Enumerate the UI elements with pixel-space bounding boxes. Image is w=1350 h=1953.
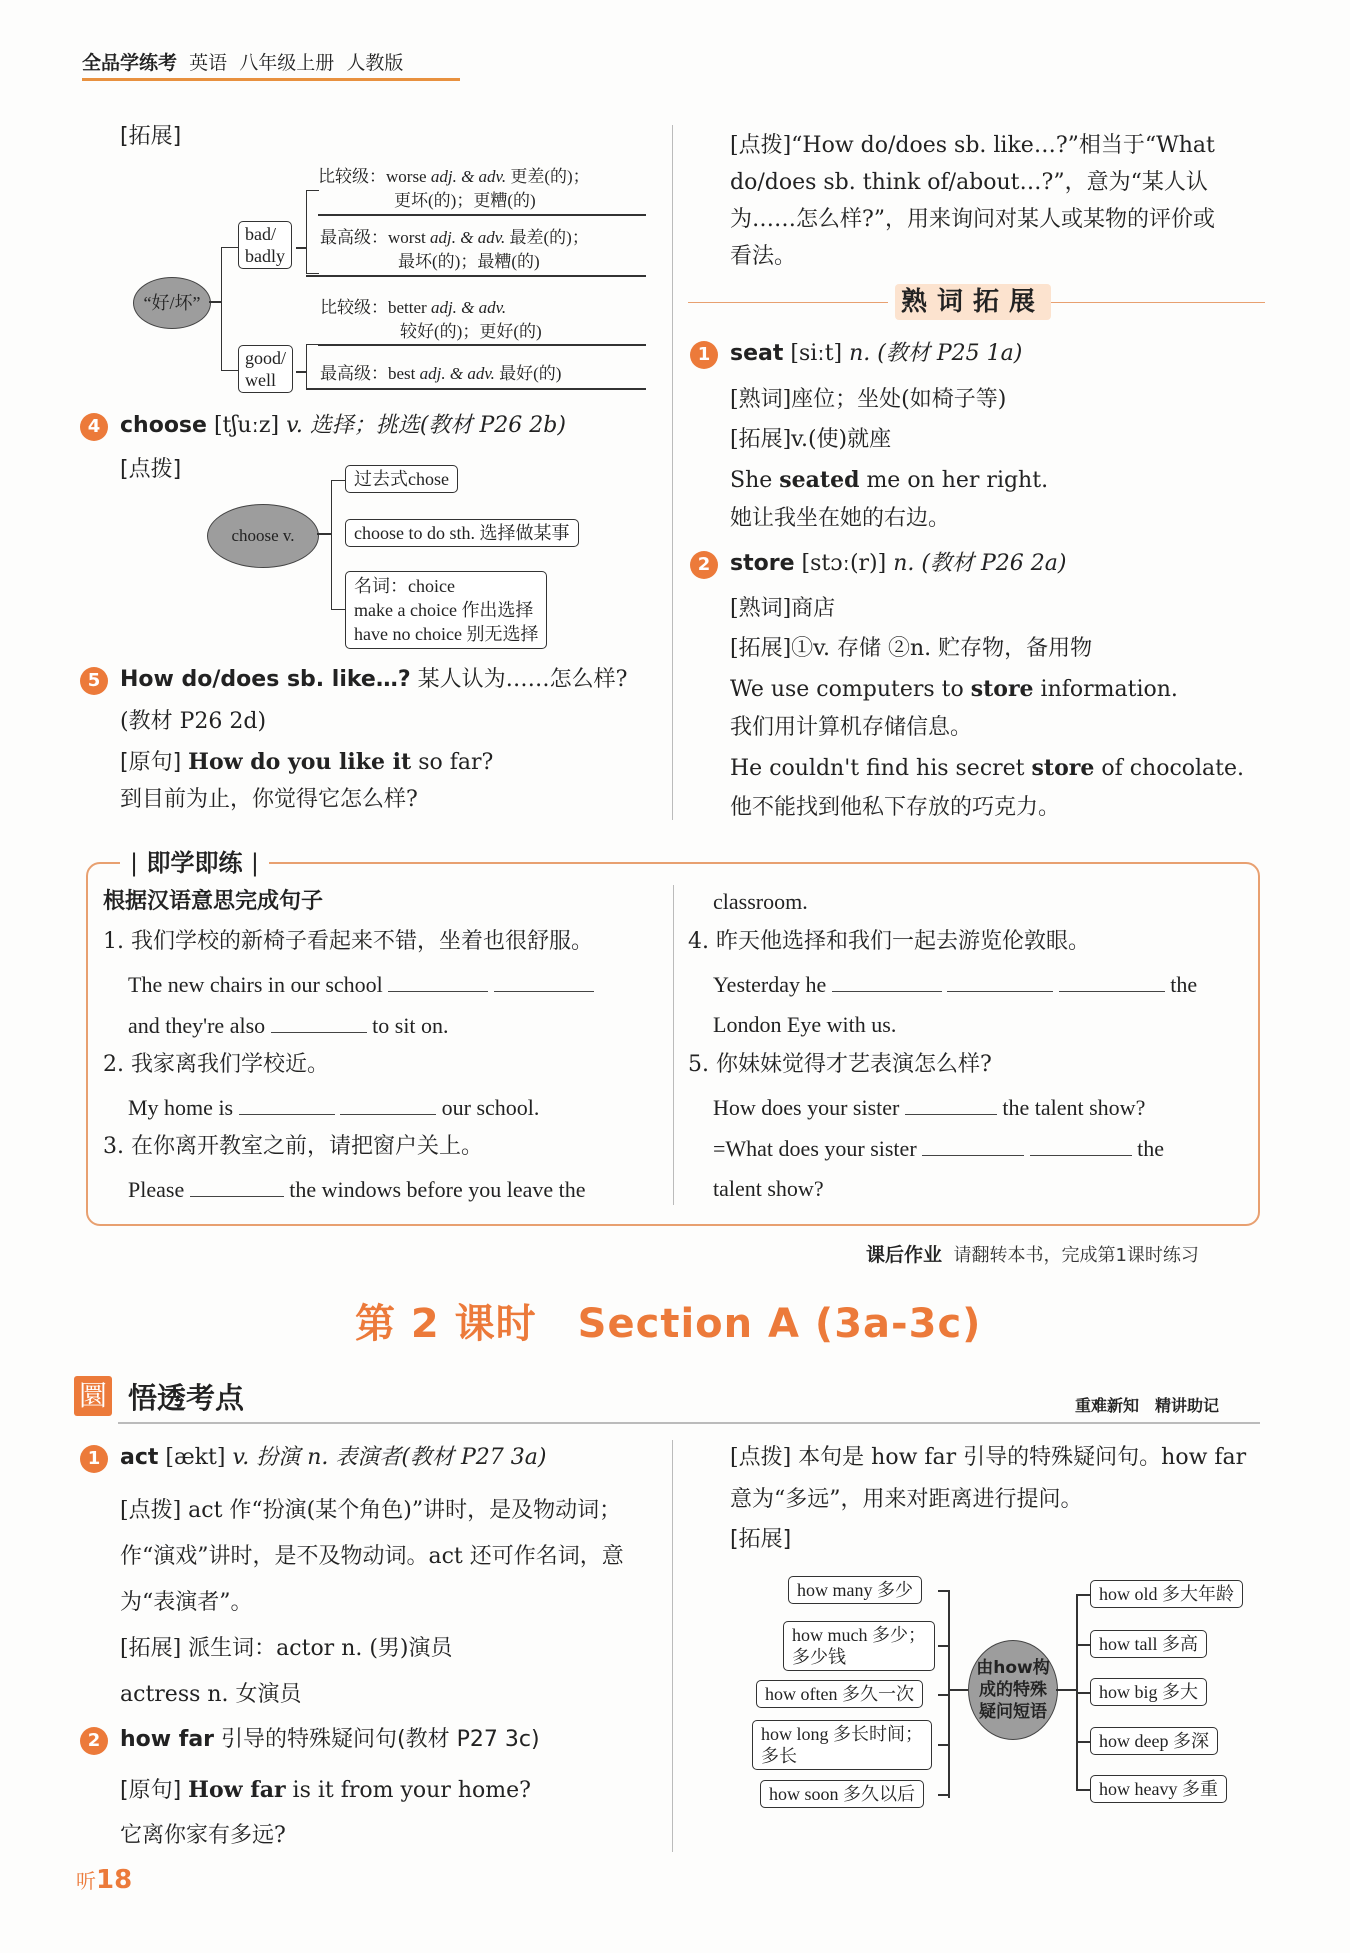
store-entry: store [stɔː(r)] n. (教材 P26 2a) [730,551,1067,576]
how-far-entry: how far 引导的特殊疑问句(教材 P27 3c) [120,1727,540,1752]
question-3-line-cont: classroom. [713,889,808,914]
how-phrase-left-5: how soon 多久以后 [760,1780,924,1808]
how-phrase-left-3: how often 多久一次 [756,1680,923,1708]
grade: 八年级上册 [239,52,335,74]
edition: 人教版 [346,52,404,74]
practice-divider [673,885,674,1205]
question-5-line-c: talent show? [713,1176,824,1201]
how-far-translation: 它离你家有多远? [120,1823,286,1848]
store-shuci: [熟词]商店 [730,596,836,621]
store-example-2: He couldn't find his secret store of chocolate. [730,755,1245,781]
question-4: 4. 昨天他选择和我们一起去游览伦敦眼。 [688,929,1090,954]
lesson-title: 第 2 课时 Section A (3a-3c) [355,1301,982,1347]
how-phrase-left-1: how many 多少 [788,1576,922,1604]
page-number: 听18 [76,1865,133,1895]
choose-to-do-box: choose to do sth. 选择做某事 [345,519,579,547]
kaodian-icon: 圜 [74,1376,112,1416]
question-1-line-b: and they're also to sit on. [128,1010,449,1041]
section-rule-right [1050,302,1265,303]
how-phrase-right-5: how heavy 多重 [1090,1775,1227,1803]
choose-dianbo-label: [点拨] [120,457,182,482]
good-bad-node: “好/坏” [133,277,211,329]
seat-tuozhan: [拓展]v.(使)就座 [730,427,892,452]
homework-note: 课后作业 请翻转本书，完成第1课时练习 [866,1244,1199,1266]
how-phrase-right-3: how big 多大 [1090,1678,1207,1706]
tuozhan-label: [拓展] [120,124,182,149]
question-1: 1. 我们学校的新椅子看起来不错，坐着也很舒服。 [103,929,593,954]
how-phrase-left-4: how long 多长时间； 多长 [752,1720,932,1770]
how-far-original: [原句] How far is it from your home? [120,1777,531,1803]
question-5-line-b: =What does your sister the [713,1133,1164,1164]
kaodian-tagline: 重难新知 精讲助记 [1075,1396,1220,1415]
question-4-line-b: London Eye with us. [713,1012,897,1037]
kaodian-number-2: 2 [80,1727,108,1755]
choose-node: choose v. [207,504,319,568]
store-example-1-cn: 我们用计算机存储信息。 [730,715,973,740]
header-underline [82,78,460,81]
kaodian-title: 悟透考点 [128,1381,245,1415]
how-far-dianbo: [点拨] 本句是 how far 引导的特殊疑问句。how far 意为“多远”，用来对距离进行提问。 [730,1445,1247,1512]
choice-noun-box: 名词：choice make a choice 作出选择 have no choice 别无选择 [345,571,547,649]
running-header [82,50,403,76]
how-phrases-node: 由how构 成的特殊 疑问短语 [968,1640,1058,1740]
bad-badly-box: bad/ badly [238,221,292,269]
practice-title: | 即学即练 | [120,846,269,880]
how-phrase-right-1: how old 多大年龄 [1090,1580,1243,1608]
good-bracket [306,344,319,390]
question-3: 3. 在你离开教室之前，请把窗户关上。 [103,1134,483,1159]
bad-comparative: 比较级：worse adj. & adv. 更差(的)； 更坏(的)；更糟(的) [318,167,590,210]
question-5-line-a: How does your sister the talent show? [713,1092,1145,1123]
act-entry: act [ækt] v. 扮演 n. 表演者(教材 P27 3a) [120,1445,547,1470]
how-phrase-right-2: how tall 多高 [1090,1630,1207,1658]
how-like-dianbo: [点拨]“How do/does sb. like…?”相当于“What do/does sb. think of/about…?”，意为“某人认 为……怎么样?”，用来询问对某人或某物的评价或 看法。 [730,133,1216,269]
question-3-line: Please the windows before you leave the [128,1174,586,1205]
past-tense-box: 过去式chose [345,465,458,493]
item-number-4: 4 [80,413,108,441]
kaodian-number-1: 1 [80,1445,108,1473]
main-bracket [221,247,238,371]
shuci-number-2: 2 [690,551,718,579]
how-like-entry: How do/does sb. like…? 某人认为……怎么样? [120,667,628,692]
column-divider-top [672,125,673,820]
seat-example: She seated me on her right. [730,467,1049,493]
seat-example-cn: 她让我坐在她的右边。 [730,506,951,531]
how-phrase-left-2: how much 多少； 多少钱 [783,1621,935,1671]
store-tuozhan: [拓展]①v. 存储 ②n. 贮存物，备用物 [730,636,1093,661]
section-rule-left [688,302,888,303]
item-number-5: 5 [80,667,108,695]
choose-bracket [331,480,346,610]
question-1-line-a: The new chairs in our school [128,969,594,1000]
good-superlative: 最高级：best adj. & adv. 最好(的) [320,364,562,383]
subject: 英语 [189,52,228,74]
how-phrase-right-4: how deep 多深 [1090,1727,1218,1755]
practice-instruction: 根据汉语意思完成句子 [103,889,324,914]
question-5: 5. 你妹妹觉得才艺表演怎么样? [688,1052,992,1077]
section-title-shuci: 熟词拓展 [895,284,1051,320]
store-example-1: We use computers to store information. [730,676,1178,702]
homework-label: 课后作业 [866,1244,943,1266]
how-like-original: [原句] How do you like it so far? [120,749,494,775]
how-far-tuozhan: [拓展] [730,1527,792,1552]
seat-shuci: [熟词]座位；坐处(如椅子等) [730,387,1007,412]
bad-superlative: 最高级：worst adj. & adv. 最差(的)； 最坏(的)；最糟(的) [320,228,589,271]
choose-entry: choose [tʃuːz] v. 选择；挑选(教材 P26 2b) [120,413,566,438]
column-divider-bottom [672,1440,673,1852]
how-like-translation: 到目前为止，你觉得它怎么样? [120,787,418,812]
question-2-line: My home is our school. [128,1092,539,1123]
store-example-2-cn: 他不能找到他私下存放的巧克力。 [730,795,1061,820]
series-name: 全品学练考 [82,52,178,74]
question-2: 2. 我家离我们学校近。 [103,1052,329,1077]
act-notes: [点拨] act 作“扮演(某个角色)”讲时，是及物动词； 作“演戏”讲时，是不及物动词。act 还可作名词，意 为“表演者”。 [拓展] 派生词：actor n. (男)演员 actress n. 女演员 [120,1498,624,1707]
question-4-line-a: Yesterday he the [713,969,1197,1000]
shuci-number-1: 1 [690,341,718,369]
good-well-box: good/ well [238,345,293,393]
kaodian-rule [118,1422,1260,1424]
good-comparative: 比较级：better adj. & adv. 较好(的)；更好(的) [320,298,542,341]
how-like-ref: (教材 P26 2d) [120,709,267,734]
seat-entry: seat [siːt] n. (教材 P25 1a) [730,341,1023,366]
